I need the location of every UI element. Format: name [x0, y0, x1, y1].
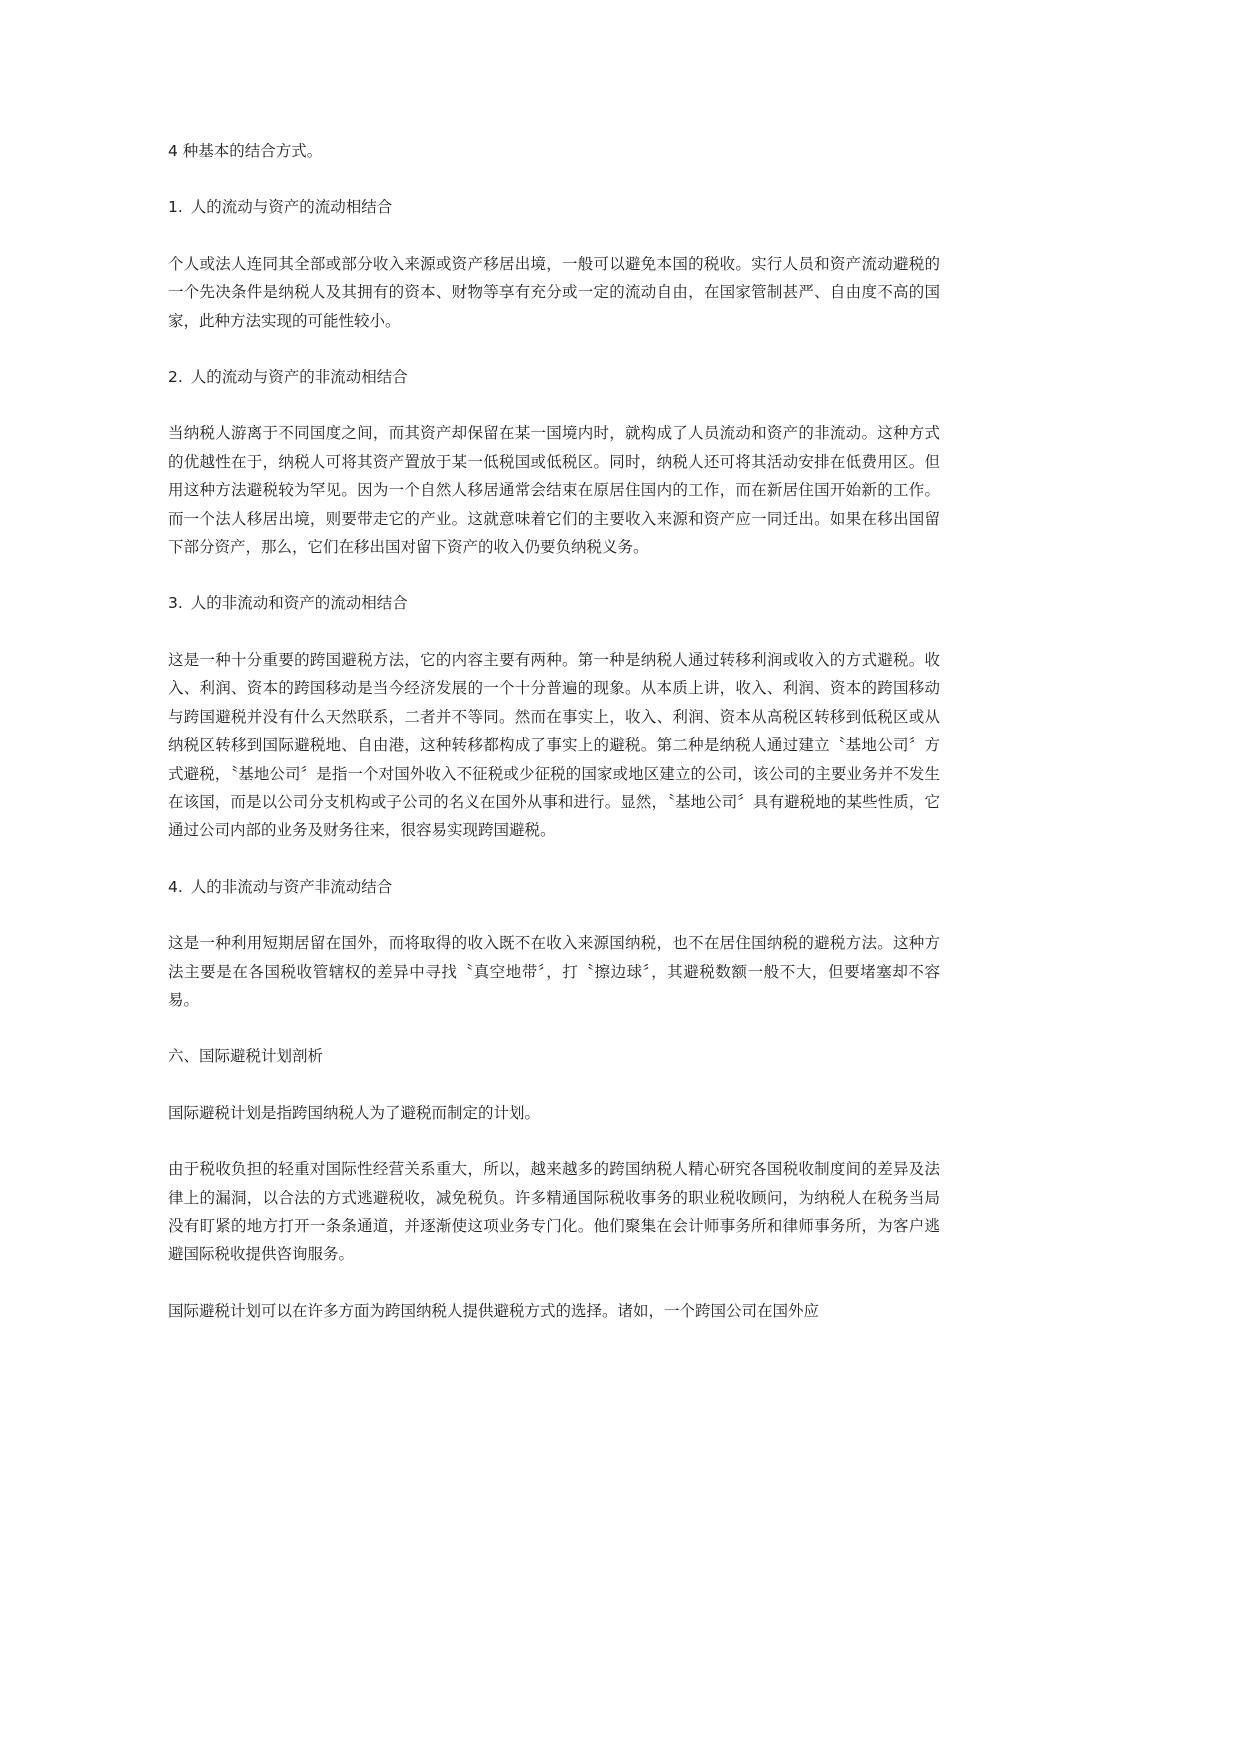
section-title: 人的流动与资产的非流动相结合: [190, 368, 408, 387]
body-paragraph: 这是一种十分重要的跨国避税方法，它的内容主要有两种。第一种是纳税人通过转移利润或收入的方式避税。收入、利润、资本的跨国移动是当今经济发展的一个十分普遍的现象。从本质上讲，收入、利润、资本的跨国移动与跨国避税并没有什么天然联系，二者并不等同。然而在事实上，收入、利润、资本从高税区转移到低税区或从纳税区转移到国际避税地、自由港，这种转移都构成了事实上的避税。第二种是纳税人通过建立〝基地公司〞方式避税，〝基地公司〞是指一个对国外收入不征税或少征税的国家或地区建立的公司，该公司的主要业务并不发生在该国，而是以公司分支机构或子公司的名义在国外从事和进行。显然，〝基地公司〞具有避税地的某些性质，它通过公司内部的业务及财务往来，很容易实现跨国避税。: [168, 650, 940, 840]
section-title: 人的非流动与资产非流动结合: [190, 877, 393, 896]
chapter-title: 六、国际避税计划剖析: [168, 1047, 324, 1066]
intro-paragraph: 4 种基本的结合方式。: [168, 142, 323, 160]
section-heading-1: [168, 193, 940, 221]
section-title: 人的非流动和资产的流动相结合: [190, 594, 408, 613]
document-body: [168, 137, 940, 1353]
section-number: 1.: [168, 198, 183, 217]
section-number: 2.: [168, 368, 183, 387]
section-title: 人的流动与资产的流动相结合: [190, 198, 393, 217]
section-heading-4: [168, 873, 940, 901]
body-paragraph: 个人或法人连同其全部或部分收入来源或资产移居出境，一般可以避免本国的税收。实行人员和资产流动避税的一个先决条件是纳税人及其拥有的资本、财物等享有充分或一定的流动自由，在国家管制甚严、自由度不高的国家，此种方法实现的可能性较小。: [168, 254, 940, 330]
section-number: 4.: [168, 877, 183, 896]
body-paragraph: 由于税收负担的轻重对国际性经营关系重大，所以，越来越多的跨国纳税人精心研究各国税收制度间的差异及法律上的漏洞，以合法的方式逃避税收，减免税负。许多精通国际税收事务的职业税收顾问，为纳税人在税务当局没有盯紧的地方打开一条条通道，并逐渐使这项业务专门化。他们聚集在会计师事务所和律师事务所，为客户逃避国际税收提供咨询服务。: [168, 1160, 940, 1264]
body-paragraph: 当纳税人游离于不同国度之间，而其资产却保留在某一国境内时，就构成了人员流动和资产的非流动。这种方式的优越性在于，纳税人可将其资产置放于某一低税国或低税区。同时，纳税人还可将其活动安排在低费用区。但用这种方法避税较为罕见。因为一个自然人移居通常会结束在原居住国内的工作，而在新居住国开始新的工作。而一个法人移居出境，则要带走它的产业。这就意味着它们的主要收入来源和资产应一同迁出。如果在移出国留下部分资产，那么，它们在移出国对留下资产的收入仍要负纳税义务。: [168, 424, 940, 557]
body-paragraph: 这是一种利用短期居留在国外，而将取得的收入既不在收入来源国纳税，也不在居住国纳税的避税方法。这种方法主要是在各国税收管辖权的差异中寻找〝真空地带〞，打〝擦边球〞，其避税数额一般不大，但要堵塞却不容易。: [168, 934, 940, 1009]
body-paragraph: 国际避税计划是指跨国纳税人为了避税而制定的计划。: [168, 1103, 541, 1122]
chapter-heading: [168, 1042, 940, 1070]
body-paragraph-truncated: 国际避税计划可以在许多方面为跨国纳税人提供避税方式的选择。诸如，一个跨国公司在国外应: [168, 1301, 820, 1320]
section-number: 3.: [168, 594, 183, 613]
section-heading-2: [168, 363, 940, 391]
section-heading-3: [168, 589, 940, 617]
